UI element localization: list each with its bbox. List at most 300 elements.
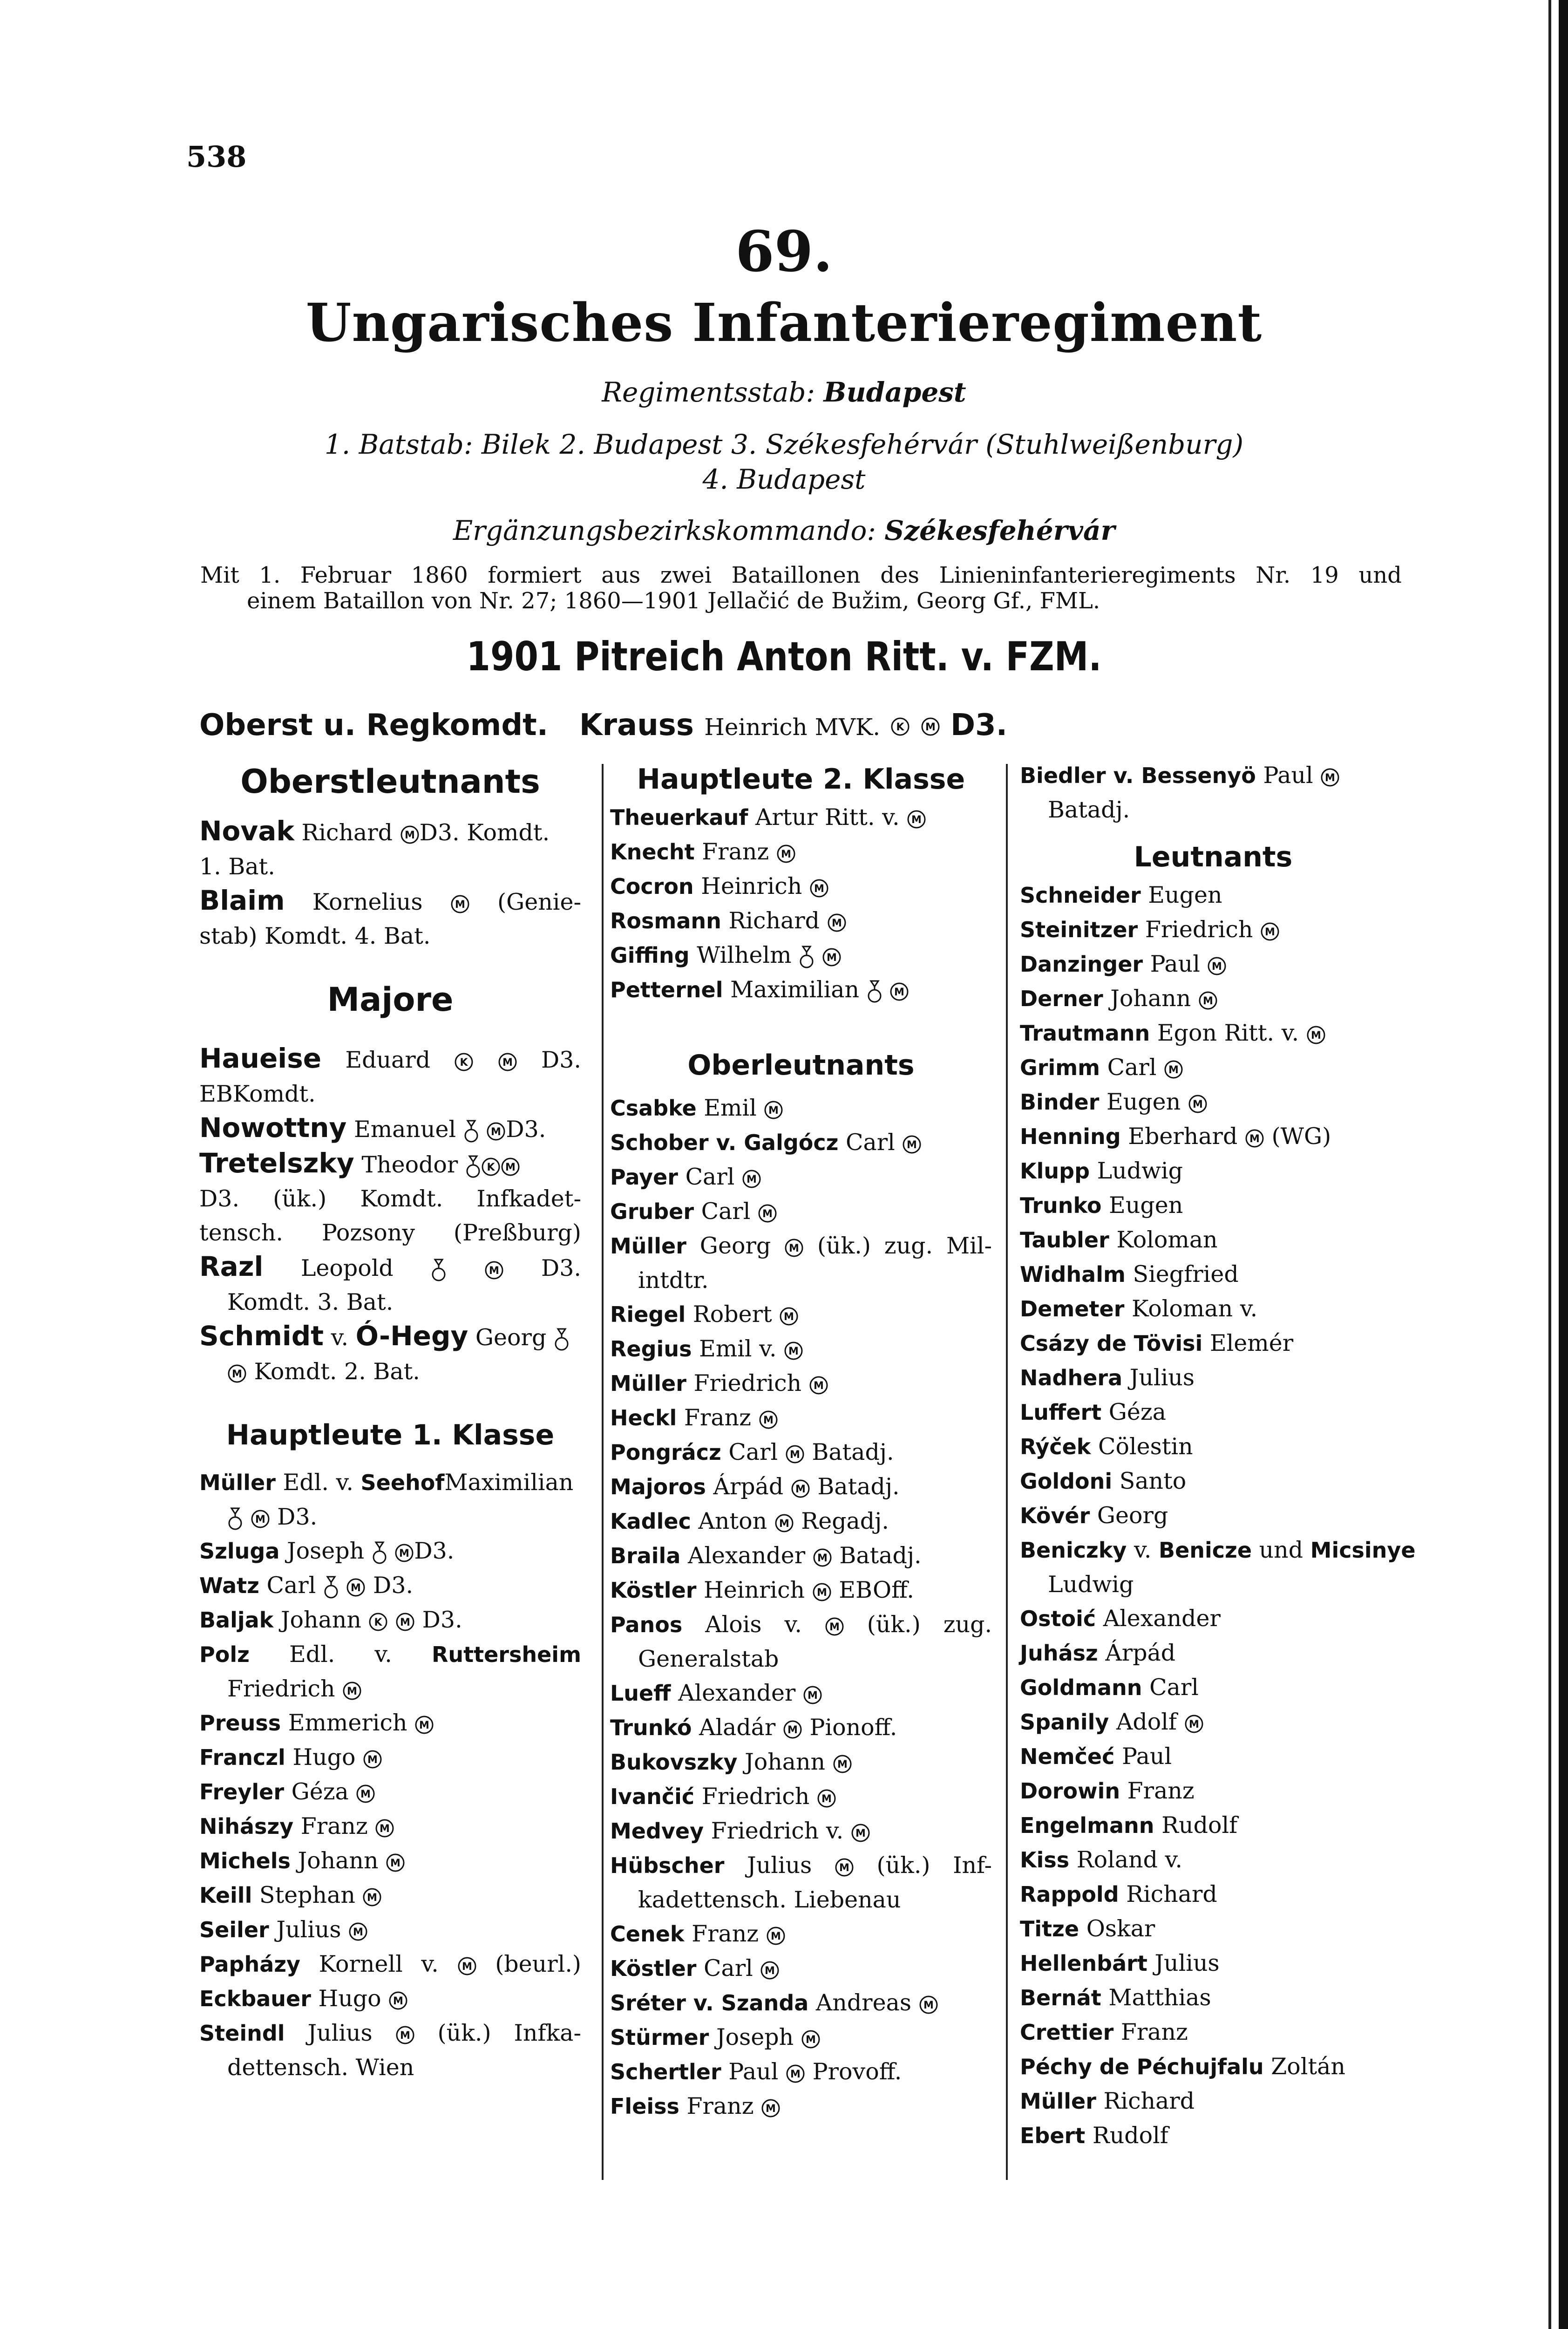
entry-line <box>1020 1912 1406 1946</box>
detail: (ük.) zug. <box>867 1611 992 1638</box>
given-name: Santo <box>1119 1468 1187 1494</box>
given-name: Árpád <box>1105 1640 1176 1666</box>
surname: Klupp <box>1020 1158 1090 1184</box>
batstab-line: 1. Batstab: Bilek 2. Budapest 3. Székesfehérvár (Stuhlweißenburg) <box>324 429 1244 460</box>
leutnant-entry <box>1020 1981 1406 2015</box>
detail-line: Generalstab <box>638 1646 779 1672</box>
entry-line <box>610 1435 992 1470</box>
entry-freyler <box>199 1775 581 1809</box>
entry-nowottny <box>199 1111 581 1146</box>
given-name: Kornell v. <box>319 1951 439 1977</box>
svg-text:M: M <box>788 1345 799 1357</box>
given-name: Paul <box>728 2058 779 2085</box>
m-medal-icon <box>809 878 829 898</box>
surname: Novak <box>199 815 294 847</box>
regimentsstab-label: Regimentsstab: <box>602 376 815 408</box>
leutnant-entry <box>1020 1050 1406 1085</box>
given-name: Joseph <box>716 2024 794 2050</box>
column-2 <box>610 758 992 2124</box>
m-medal-icon <box>1198 991 1218 1010</box>
surname: Hübscher <box>610 1853 725 1878</box>
given-name: Leopold <box>300 1255 394 1281</box>
given-name: Wilhelm <box>697 942 792 968</box>
given-name: Carl <box>1149 1674 1199 1701</box>
entry-line <box>610 869 992 904</box>
entry-line <box>610 904 992 938</box>
leutnant-entry <box>1020 1877 1406 1912</box>
given-name: Carl <box>846 1129 895 1156</box>
given-name: Eugen <box>1148 882 1222 908</box>
given-name: Franz <box>692 1920 759 1947</box>
surname: Widhalm <box>1020 1262 1126 1287</box>
m-medal-icon <box>812 1582 832 1602</box>
m-medal-icon <box>395 2025 415 2045</box>
m-medal-icon <box>759 1410 778 1430</box>
leutnant-entry <box>1020 1843 1406 1877</box>
entry-line <box>1020 2015 1406 2050</box>
leutnant-entry <box>1020 1257 1406 1292</box>
leutnant-entry <box>1020 1085 1406 1119</box>
detail: (ük.) Infka- <box>437 2020 582 2046</box>
detail: Komdt. 2. Bat. <box>254 1358 420 1385</box>
entry-line <box>1020 1877 1406 1912</box>
entry-b24 <box>610 1986 992 2020</box>
given-name: Géza <box>291 1778 349 1805</box>
surname: Steinitzer <box>1020 917 1138 942</box>
leutnant-entry <box>1020 1154 1406 1188</box>
entry-line <box>610 1848 992 1883</box>
entry-line <box>610 1194 992 1229</box>
given-name: Julius <box>276 1916 341 1943</box>
surname: Titze <box>1020 1916 1079 1941</box>
m-medal-icon <box>363 1750 382 1769</box>
entry-line <box>610 2055 992 2089</box>
svg-text:M: M <box>813 1380 824 1392</box>
entry-line <box>610 1710 992 1745</box>
svg-text:M: M <box>817 1552 828 1564</box>
leutnant-entry <box>1020 2050 1406 2084</box>
entry-schmidt <box>199 1319 581 1389</box>
svg-text:M: M <box>855 1827 866 1839</box>
leutnant-entry <box>1020 1808 1406 1843</box>
detail: Batadj. <box>817 1473 900 1500</box>
entry-line <box>610 1297 992 1332</box>
entry-line <box>1020 981 1406 1016</box>
surname: Bernát <box>1020 1985 1101 2010</box>
svg-text:M: M <box>360 1788 371 1800</box>
m-medal-icon <box>450 894 470 914</box>
entry-michels <box>199 1844 581 1878</box>
entry-a1 <box>610 800 992 835</box>
given-name: Friedrich <box>1145 916 1253 943</box>
leutnant-entry <box>1020 1739 1406 1774</box>
given-name: Alexander <box>687 1542 806 1569</box>
svg-text:M: M <box>747 1173 757 1185</box>
entry-line <box>1020 1223 1406 1257</box>
entry-line <box>1020 1188 1406 1223</box>
service-cross-icon <box>799 945 815 970</box>
entry-b23 <box>610 1951 992 1986</box>
entry-line <box>1020 1395 1406 1430</box>
surname: Schertler <box>610 2059 721 2084</box>
detail-line: dettensch. Wien <box>227 2054 414 2081</box>
surname: Grimm <box>1020 1055 1100 1080</box>
detail: (beurl.) <box>495 1951 582 1977</box>
surname: Trunko <box>1020 1193 1102 1218</box>
surname: Kadlec <box>610 1509 691 1534</box>
m-medal-icon <box>395 1612 415 1632</box>
svg-text:M: M <box>400 2029 410 2042</box>
m-medal-icon <box>1207 956 1227 976</box>
svg-text:M: M <box>784 1311 794 1323</box>
m-medal-icon <box>784 1238 804 1258</box>
entry-line <box>610 1504 992 1539</box>
m-medal-icon <box>388 1991 408 2010</box>
entry-eckbauer <box>199 1982 581 2016</box>
surname: Preuss <box>199 1710 281 1736</box>
leutnant-entry <box>1020 1670 1406 1705</box>
entry-line <box>1020 913 1406 947</box>
detail: (ük.) zug. Mil- <box>817 1233 992 1259</box>
svg-text:M: M <box>770 1930 781 1942</box>
entry-line <box>1020 1808 1406 1843</box>
surname: Köstler <box>610 1578 697 1603</box>
entry-line <box>1020 1705 1406 1739</box>
m-medal-icon <box>835 1858 854 1877</box>
entry-b8 <box>610 1366 992 1401</box>
entry-line <box>1020 1292 1406 1326</box>
regiment-title: Ungarisches Infanterieregiment <box>305 293 1263 354</box>
entry-a5 <box>610 938 992 973</box>
svg-text:M: M <box>367 1754 378 1766</box>
entry-line <box>610 1986 992 2020</box>
column-3 <box>1020 758 1416 2153</box>
m-medal-icon <box>1245 1129 1264 1148</box>
surname: Riegel <box>610 1302 686 1327</box>
entry-b19 <box>610 1779 992 1814</box>
svg-text:M: M <box>232 1368 242 1380</box>
m-medal-icon <box>783 1720 802 1739</box>
surname: Ostoić <box>1020 1606 1096 1631</box>
oberst-entry <box>199 708 1007 742</box>
svg-text:M: M <box>491 1126 502 1138</box>
leutnant-entry <box>1020 2084 1406 2118</box>
leutnant-entry <box>1020 1498 1406 1533</box>
entry-line <box>1020 1498 1406 1533</box>
given-name: Julius <box>307 2020 373 2046</box>
entry-steindl <box>199 2016 581 2084</box>
given-name: Rudolf <box>1092 2122 1168 2149</box>
given-name: Rudolf <box>1161 1812 1238 1839</box>
m-medal-icon <box>825 1617 844 1636</box>
surname: Luffert <box>1020 1400 1102 1425</box>
m-medal-icon <box>801 2029 821 2049</box>
surname: Trautmann <box>1020 1021 1150 1046</box>
surname: Ivančić <box>610 1784 695 1809</box>
leutnant-entry <box>1020 1946 1406 1981</box>
m-medal-icon <box>342 1681 362 1701</box>
svg-text:M: M <box>393 1995 404 2007</box>
m-medal-icon <box>784 1341 803 1361</box>
particle: Edl. v. <box>283 1469 353 1496</box>
given-name: Theodor <box>361 1151 458 1178</box>
entry-line <box>610 1470 992 1504</box>
entry-novak <box>199 814 581 884</box>
svg-text:M: M <box>353 1926 364 1938</box>
given-name: Oskar <box>1086 1915 1155 1942</box>
surname: Cenek <box>610 1921 685 1947</box>
entry-line <box>1020 1430 1406 1464</box>
surname: Rappold <box>1020 1882 1119 1907</box>
given-name: Árpád <box>713 1473 784 1500</box>
given-name: Johann <box>745 1749 826 1775</box>
svg-text:M: M <box>1265 926 1275 938</box>
detail: EBOff. <box>839 1577 914 1603</box>
svg-text:M: M <box>789 1242 800 1254</box>
leutnant-entry <box>1020 1395 1406 1430</box>
given-name: Ludwig <box>1097 1158 1183 1184</box>
entry-line <box>610 1229 992 1263</box>
inhaber-heading: 1901 Pitreich Anton Ritt. v. FZM. <box>466 633 1102 680</box>
given-name: Heinrich <box>701 873 802 899</box>
given-name: Georg <box>1097 1502 1168 1529</box>
batstab-line-2: 4. Budapest <box>702 463 866 495</box>
m-medal-icon <box>809 1376 828 1395</box>
given-name: Koloman <box>1116 1226 1218 1253</box>
detail: D3. <box>541 1047 581 1073</box>
m-medal-icon <box>400 825 420 844</box>
service-cross-icon <box>463 1119 479 1144</box>
leutnant-entry <box>1020 2015 1406 2050</box>
given-name: Friedrich <box>701 1783 810 1810</box>
leutnant-entry <box>1020 1188 1406 1223</box>
surname: Binder <box>1020 1090 1100 1115</box>
entry-a3 <box>610 869 992 904</box>
svg-text:M: M <box>255 1513 265 1525</box>
leutnant-entry <box>1020 1223 1406 1257</box>
given-name: Egon Ritt. v. <box>1157 1020 1299 1046</box>
k-medal-icon <box>368 1612 388 1632</box>
m-medal-icon <box>833 1754 852 1774</box>
entry-polz <box>199 1637 581 1706</box>
detail-line: stab) Komdt. 4. Bat. <box>199 923 431 949</box>
detail: (WG) <box>1271 1123 1331 1150</box>
surname: Baljak <box>199 1607 274 1633</box>
entry-b22 <box>610 1917 992 1951</box>
given-name: Alexander <box>1103 1605 1221 1632</box>
given-name: Carl <box>704 1955 753 1982</box>
given-name: Johann <box>298 1847 379 1874</box>
surname: Cocron <box>610 874 694 899</box>
svg-text:M: M <box>1325 772 1336 784</box>
surname: Kiss <box>1020 1847 1070 1873</box>
svg-text:K: K <box>896 722 904 734</box>
surname: Blaim <box>199 885 285 916</box>
svg-text:M: M <box>1212 960 1222 973</box>
entry-line <box>610 1091 992 1125</box>
entry-line <box>610 1779 992 1814</box>
svg-text:M: M <box>1188 1718 1199 1730</box>
svg-text:M: M <box>795 1483 806 1495</box>
leutnant-entry <box>1020 981 1406 1016</box>
entry-line <box>610 2089 992 2124</box>
m-medal-icon <box>394 1543 414 1563</box>
svg-text:M: M <box>1168 1064 1179 1076</box>
service-cross-icon <box>431 1258 447 1283</box>
given-name: Joseph <box>286 1538 365 1564</box>
surname: Lueff <box>610 1681 671 1706</box>
m-medal-icon <box>827 913 847 933</box>
k-medal-icon <box>481 1157 501 1177</box>
detail-line: EBKomdt. <box>199 1081 316 1107</box>
surname-2: Ó-Hegy <box>355 1320 468 1352</box>
leutnant-entry <box>1020 1119 1406 1154</box>
leutnant-entry <box>1020 1601 1406 1636</box>
svg-text:M: M <box>419 1719 430 1731</box>
entry-line <box>610 1125 992 1160</box>
leutnant-entry <box>1020 1016 1406 1050</box>
leutnant-entry <box>1020 1361 1406 1395</box>
surname: Nowottny <box>199 1112 347 1144</box>
svg-text:M: M <box>763 1414 774 1426</box>
surname: Crettier <box>1020 2020 1114 2045</box>
surname: Schneider <box>1020 883 1141 908</box>
surname: Majoros <box>610 1474 706 1499</box>
erganzung-label: Ergänzungsbezirkskommando: <box>453 515 876 546</box>
detail: D3. <box>414 1538 455 1564</box>
svg-text:M: M <box>894 986 905 998</box>
given-name: Robert <box>692 1301 772 1328</box>
surname: Tretelszky <box>199 1147 354 1179</box>
given-name: Maximilian <box>730 976 860 1003</box>
page-number: 538 <box>186 140 247 174</box>
svg-text:M: M <box>779 1518 789 1530</box>
leutnant-entry <box>1020 947 1406 981</box>
given-name: Eduard <box>345 1047 431 1073</box>
given-name: Friedrich v. <box>711 1818 844 1844</box>
entry-b25 <box>610 2020 992 2055</box>
entry-szluga <box>199 1534 581 1568</box>
detail: Batadj. <box>812 1439 894 1465</box>
svg-text:M: M <box>505 1161 516 1173</box>
m-medal-icon <box>1260 922 1280 941</box>
surname-3: Micsinye <box>1310 1538 1416 1563</box>
service-cross-icon <box>227 1506 243 1532</box>
svg-text:M: M <box>837 1758 848 1771</box>
m-medal-icon <box>1188 1094 1208 1114</box>
entry-line <box>610 1366 992 1401</box>
surname: Biedler v. Bessenyö <box>1020 763 1256 788</box>
given-name: Paul <box>1150 951 1200 977</box>
given-name: Richard <box>301 819 393 846</box>
detail: Batadj. <box>839 1542 922 1569</box>
given-name: Alexander <box>678 1680 796 1706</box>
surname-2: Tövisi <box>1134 1331 1203 1356</box>
m-medal-icon <box>907 810 926 829</box>
entry-line <box>1020 1154 1406 1188</box>
surname: Müller <box>610 1371 686 1396</box>
detail-line: Batadj. <box>1048 797 1130 823</box>
given-name: Paul <box>1263 762 1313 789</box>
entry-line <box>1020 1739 1406 1774</box>
given-name: Eberhard <box>1128 1123 1238 1150</box>
svg-text:M: M <box>766 2103 776 2115</box>
entry-b21 <box>610 1848 992 1917</box>
svg-text:M: M <box>1310 1029 1321 1042</box>
entry-a4 <box>610 904 992 938</box>
entry-watz <box>199 1568 581 1603</box>
entry-tretelszky <box>199 1146 581 1250</box>
m-medal-icon <box>803 1685 822 1705</box>
entry-b13 <box>610 1539 992 1573</box>
svg-text:M: M <box>814 883 824 895</box>
m-medal-icon <box>498 1052 517 1072</box>
given-name: Adolf <box>1116 1709 1177 1735</box>
surname: Watz <box>199 1573 259 1598</box>
m-medal-icon <box>813 1548 832 1567</box>
given-name: Carl <box>1107 1054 1157 1081</box>
entry-line <box>610 1401 992 1435</box>
entry-line <box>610 1573 992 1607</box>
leutnant-entry <box>1020 1430 1406 1464</box>
entry-b6 <box>610 1297 992 1332</box>
service-cross-icon <box>372 1540 387 1566</box>
detail-line: intdtr. <box>638 1267 709 1294</box>
regimentsstab-line <box>0 376 1568 408</box>
detail: (Genie- <box>497 889 582 915</box>
m-medal-icon <box>761 2098 781 2118</box>
svg-text:M: M <box>925 722 936 734</box>
svg-text:M: M <box>400 1616 410 1628</box>
entry-b5 <box>610 1229 992 1297</box>
given-name: Georg <box>475 1324 547 1351</box>
svg-text:M: M <box>1192 1098 1203 1110</box>
svg-text:M: M <box>1249 1133 1260 1145</box>
surname: Csázy de <box>1020 1331 1127 1356</box>
m-medal-icon <box>1320 768 1340 787</box>
given-name: Friedrich <box>693 1370 802 1396</box>
m-medal-icon <box>348 1922 368 1941</box>
leutnant-entry <box>1020 1636 1406 1670</box>
svg-text:M: M <box>821 1793 832 1805</box>
given-name: Carl <box>266 1572 316 1599</box>
entry-nihaszy <box>199 1809 581 1844</box>
entry-keill <box>199 1878 581 1913</box>
svg-text:M: M <box>762 1208 773 1220</box>
heading-hauptleute-2: Hauptleute 2. Klasse <box>637 763 965 796</box>
history-line-1: Mit 1. Februar 1860 formiert aus zwei Bataillonen des Linieninfanterieregiments Nr. 19 und <box>200 562 1402 588</box>
detail-line: Komdt. 3. Bat. <box>227 1289 394 1315</box>
oberst-rest: Heinrich MVK. <box>704 714 881 741</box>
entry-b9 <box>610 1401 992 1435</box>
surname: Fleiss <box>610 2094 679 2119</box>
svg-text:M: M <box>807 1689 818 1702</box>
leutnant-entry <box>1020 913 1406 947</box>
m-medal-icon <box>785 1444 805 1464</box>
surname: Spanily <box>1020 1709 1109 1735</box>
given-name: Artur Ritt. v. <box>755 804 900 831</box>
svg-text:M: M <box>790 2068 801 2080</box>
given-name: Cölestin <box>1098 1433 1193 1460</box>
leutnant-entry <box>1020 1326 1406 1361</box>
surname: Nadhera <box>1020 1365 1123 1390</box>
leutnant-entry <box>1020 2118 1406 2153</box>
k-medal-icon <box>890 717 910 736</box>
entry-line <box>1020 2084 1406 2118</box>
given-name: Emanuel <box>353 1116 456 1143</box>
m-medal-icon <box>758 1204 777 1223</box>
entry-line <box>1020 1361 1406 1395</box>
